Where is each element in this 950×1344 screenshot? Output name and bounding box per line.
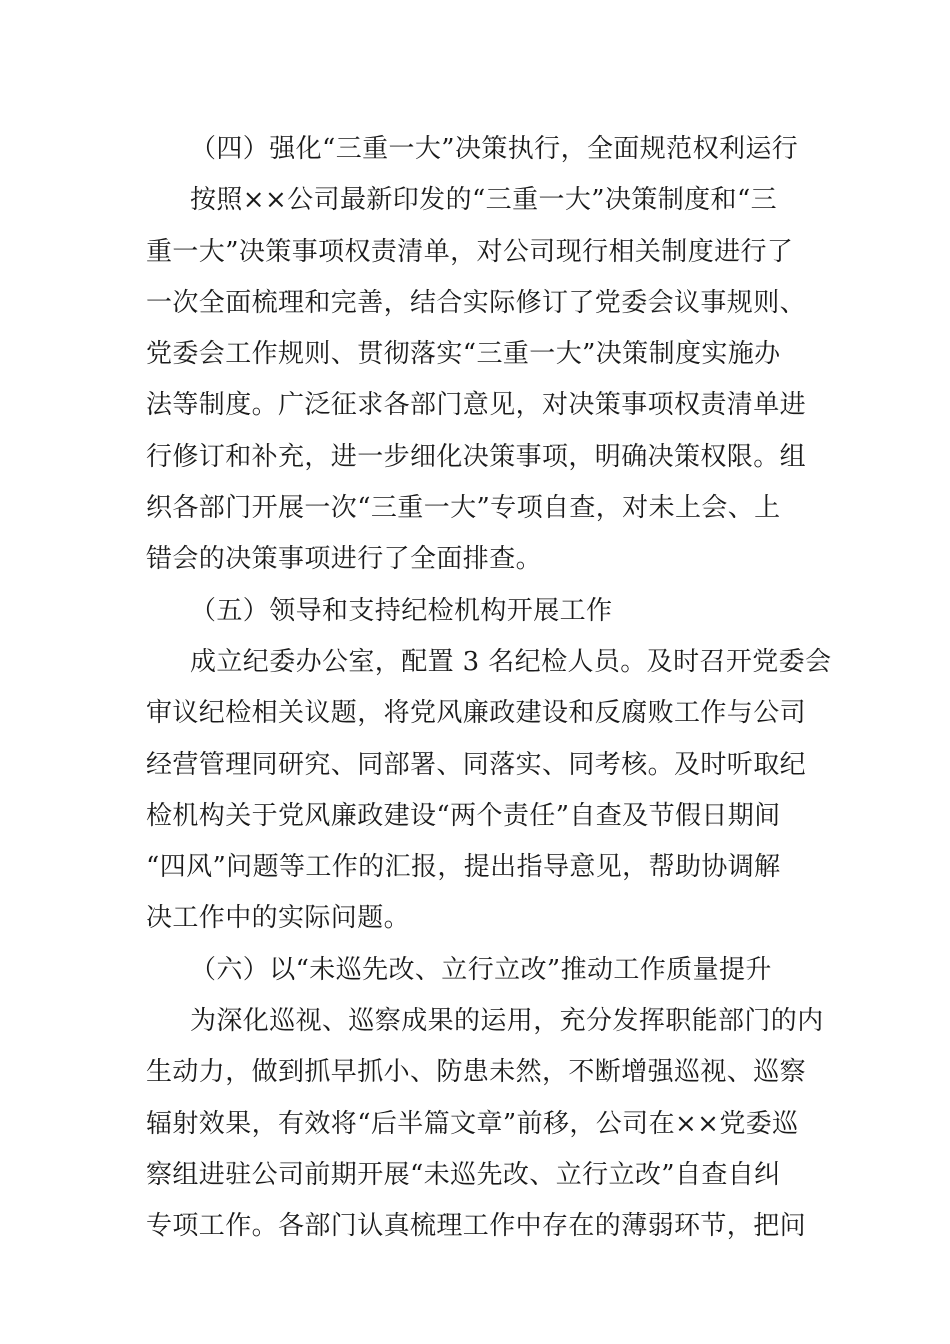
paragraph-line: 成立纪委办公室，配置 3 名纪检人员。及时召开党委会: [190, 646, 832, 677]
paragraph-line: 检机构关于党风廉政建设“两个责任”自查及节假日期间: [146, 800, 781, 831]
paragraph-line: 一次全面梳理和完善，结合实际修订了党委会议事规则、: [146, 287, 807, 318]
paragraph-line: 按照××公司最新印发的“三重一大”决策制度和“三: [190, 185, 778, 216]
section-heading-4: （四）强化“三重一大”决策执行，全面规范权利运行: [190, 134, 799, 164]
paragraph-line: 为深化巡视、巡察成果的运用，充分发挥职能部门的内: [190, 1006, 824, 1037]
paragraph-line: 专项工作。各部门认真梳理工作中存在的薄弱环节，把问: [146, 1211, 807, 1242]
paragraph-line: 党委会工作规则、贯彻落实“三重一大”决策制度实施办: [146, 339, 781, 370]
paragraph-line: “四风”问题等工作的汇报，提出指导意见，帮助协调解: [146, 852, 781, 883]
paragraph-line: 生动力，做到抓早抓小、防患未然，不断增强巡视、巡察: [146, 1057, 807, 1088]
paragraph-line: 决工作中的实际问题。: [146, 903, 411, 934]
paragraph-line: 辐射效果，有效将“后半篇文章”前移，公司在××党委巡: [146, 1108, 799, 1139]
paragraph-line: 察组进驻公司前期开展“未巡先改、立行立改”自查自纠: [146, 1159, 781, 1190]
paragraph-line: 错会的决策事项进行了全面排查。: [146, 544, 543, 575]
paragraph-line: 重一大”决策事项权责清单，对公司现行相关制度进行了: [146, 236, 794, 267]
section-heading-6: （六）以“未巡先改、立行立改”推动工作质量提升: [190, 954, 772, 985]
section-heading-5: （五）领导和支持纪检机构开展工作: [190, 595, 613, 626]
paragraph-line: 行修订和补充，进一步细化决策事项，明确决策权限。组: [146, 441, 807, 472]
document-page: [146, 124, 832, 1253]
paragraph-line: 织各部门开展一次“三重一大”专项自查，对未上会、上: [146, 493, 781, 524]
paragraph-line: 审议纪检相关议题，将党风廉政建设和反腐败工作与公司: [146, 698, 807, 729]
paragraph-line: 法等制度。广泛征求各部门意见，对决策事项权责清单进: [146, 390, 807, 421]
paragraph-line: 经营管理同研究、同部署、同落实、同考核。及时听取纪: [146, 749, 807, 780]
